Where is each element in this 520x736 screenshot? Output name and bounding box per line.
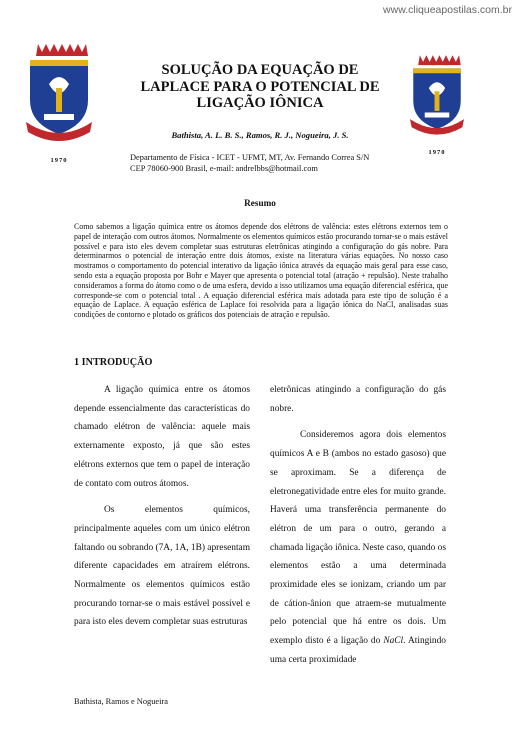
- paper-title: [110, 62, 410, 112]
- body-paragraph-continuation: eletrônicas atingindo a configuração do gás nobre.: [270, 385, 446, 414]
- abstract-text: Como sabemos a ligação química entre os átomos depende dos elétrons de valência: estes elétrons externos tem o papel de interação com outros átomos. Normalmente os elementos químicos estão procurando tornar-se o mais estável possível e para isto eles devem completar suas estruturas eletrônicas atingindo a configuração do gás nobre. Para determinarmos o potencial de interação entre dois átomos, existe na literatura várias equações. No nosso caso mostramos o comportamento do potencial interativo da ligação iônica através da equação mais geral para esse caso, sendo esta a equação proposta por Bohr e Mayer que apresenta o potencial total (atração + repulsão). Neste trabalho consideramos a forma do átomo como o de uma esfera, devido a isso utilizamos uma equação diferencial esférica, que corresponde-se com o potencial total . A equação diferencial esférica mais adotada para este tipo de solução é a equação de Laplace. A equação esférica de Laplace foi resolvida para a ligação iônica do NaCl, analisadas suas condições de contorno e plotado os gráficos dos potenciais de atração e repulsão.: [74, 222, 448, 320]
- footer-authors: Bathista, Ramos e Nogueira: [74, 697, 168, 706]
- body-paragraph: A ligação química entre os átomos depende essencialmente das características do chamado elétron de valência: aquele mais externamente exposto, já que são estes elétrons externos que tem o papel de interação de contato com outros átomos.: [74, 385, 250, 489]
- crest-year: 1970: [428, 149, 446, 156]
- title-line: SOLUÇÃO DA EQUAÇÃO DE: [161, 62, 359, 78]
- affiliation: [130, 153, 430, 174]
- paragraph-text: . Atingindo uma certa proximidade: [270, 636, 446, 665]
- university-crest-right: [402, 52, 472, 156]
- body-column-left: [74, 381, 250, 640]
- title-line: LIGAÇÃO IÔNICA: [196, 95, 324, 111]
- body-column-right: [270, 381, 446, 678]
- affiliation-line: CEP 78060-900 Brasil, e-mail: andrelbbs@hotmail.com: [130, 163, 318, 173]
- title-line: LAPLACE PARA O POTENCIAL DE: [140, 78, 380, 95]
- university-crest-left: [24, 40, 94, 164]
- section-heading: 1 INTRODUÇÃO: [74, 357, 153, 368]
- body-paragraph: Os elementos químicos, principalmente aqueles com um único elétron faltando ou sobrando (7A, 1A, 1B) apresentam diferente capacidades em atraírem elétrons. Normalmente os elementos químicos estão procurando tornar-se o mais estável possível e para isto eles devem completar suas estruturas: [74, 505, 250, 628]
- authors: Bathista, A. L. B. S., Ramos, R. J., Nogueira, J. S.: [171, 130, 349, 140]
- affiliation-line: Departamento de Física - ICET - UFMT, MT, Av. Fernando Correa S/N: [130, 153, 370, 162]
- crest-emblem-icon: [402, 52, 472, 142]
- watermark: www.cliqueapostilas.com.br: [383, 4, 512, 16]
- crest-year: 1970: [50, 157, 68, 164]
- paragraph-text: Consideremos agora dois elementos químicos A e B (ambos no estado gasoso) que se aproximam. Se a diferença de eletronegatividade entre eles for muito grande. Haverá uma transferência permanente do elétron de um para o outro, gerando a chamada ligação iônica. Neste caso, quando os elementos estão a uma determinada proximidade eles se ionizam, criando um par de cátion-ânion que atraem-se mutualmente pelo potencial que há entre os dois. Um exemplo disto é a ligação do: [270, 430, 446, 647]
- crest-emblem-icon: [24, 40, 94, 150]
- chemical-formula: NaCl: [383, 636, 404, 647]
- abstract-heading: Resumo: [244, 198, 276, 208]
- body-paragraph: [270, 426, 446, 669]
